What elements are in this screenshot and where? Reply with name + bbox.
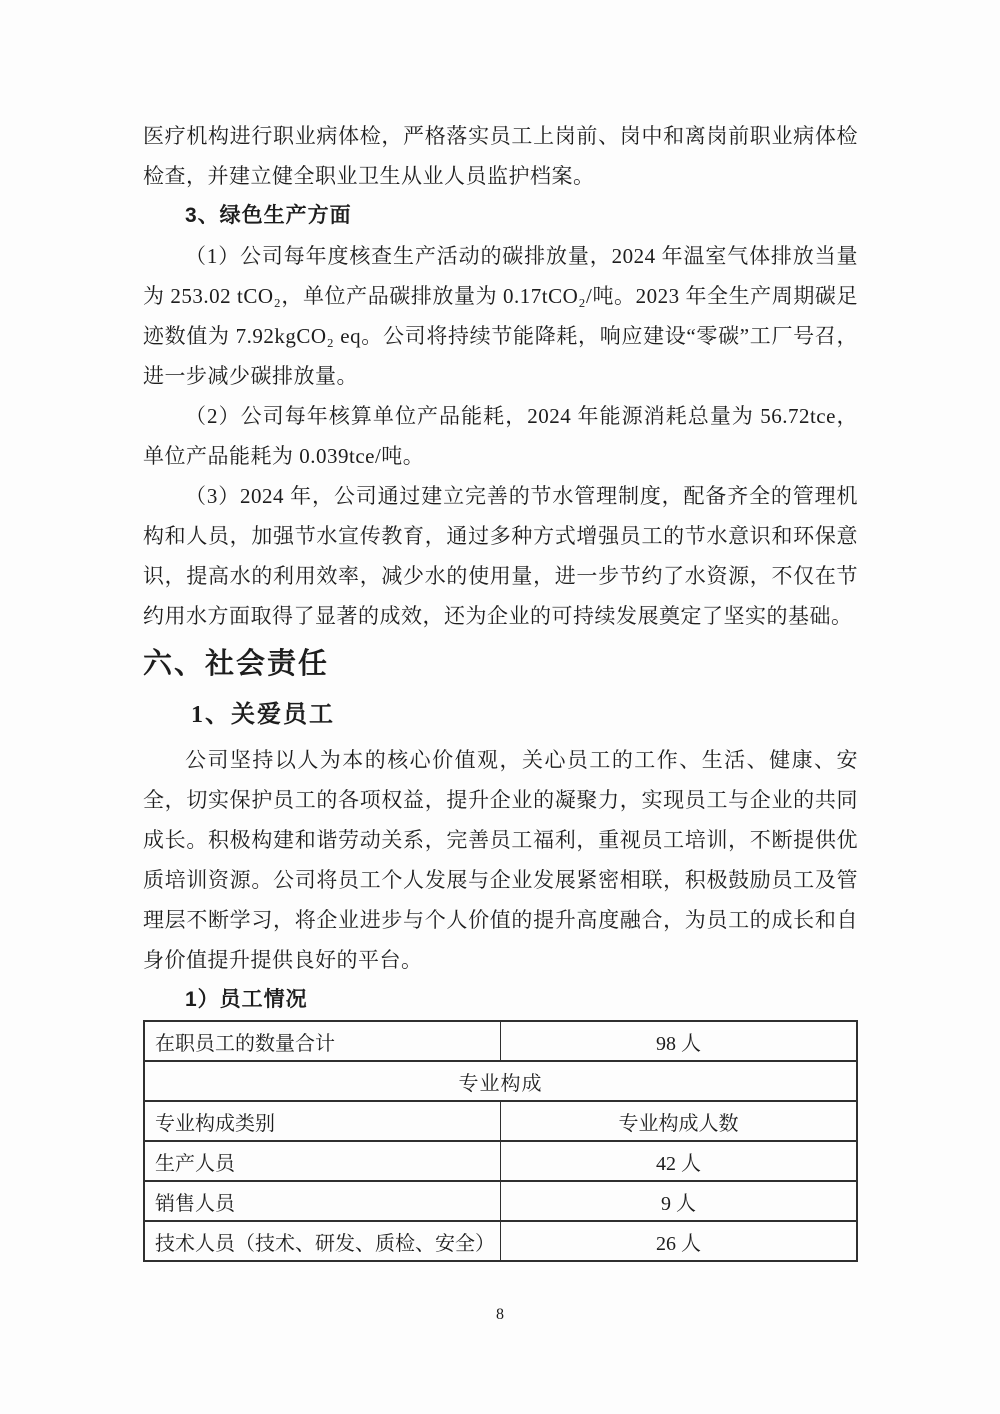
- subsection-heading-care-employees: 1、关爱员工: [191, 702, 335, 728]
- page-number: 8: [496, 1306, 504, 1323]
- body-paragraph-continuation: 医疗机构进行职业病体检，严格落实员工上岗前、岗中和离岗前职业病体检检查，并建立健全职业卫生从业人员监护档案。: [143, 124, 858, 188]
- table-section-header: 专业构成: [144, 1061, 857, 1101]
- table-row: [144, 1141, 857, 1181]
- table-cell-label: 专业构成类别: [144, 1101, 501, 1141]
- table-cell-label: 生产人员: [144, 1141, 501, 1181]
- table-cell-label: 销售人员: [144, 1181, 501, 1221]
- section-heading-green-production: 3、绿色生产方面: [185, 204, 352, 227]
- page-content: [143, 116, 858, 1262]
- employee-table: [143, 1020, 858, 1262]
- body-paragraph-energy: （2）公司每年核算单位产品能耗，2024 年能源消耗总量为 56.72tce，单位产品能耗为 0.039tce/吨。: [143, 404, 858, 468]
- table-cell-value: 9 人: [501, 1181, 858, 1221]
- table-row: [144, 1221, 857, 1261]
- table-cell-label: 技术人员（技术、研发、质检、安全）: [144, 1221, 501, 1261]
- table-row-section-header: [144, 1061, 857, 1101]
- table-cell-label: 在职员工的数量合计: [144, 1021, 501, 1061]
- table-cell-value: 26 人: [501, 1221, 858, 1261]
- table-row: [144, 1181, 857, 1221]
- body-paragraph-water: （3）2024 年，公司通过建立完善的节水管理制度，配备齐全的管理机构和人员，加强节水宣传教育，通过多种方式增强员工的节水意识和环保意识，提高水的利用效率，减少水的使用量，进一步节约了水资源，不仅在节约用水方面取得了显著的成效，还为企业的可持续发展奠定了坚实的基础。: [143, 484, 858, 628]
- body-paragraph-carbon: （1）公司每年度核查生产活动的碳排放量，2024 年温室气体排放当量为 253.02 tCO₂，单位产品碳排放量为 0.17tCO₂/吨。2023 年全生产周期碳足迹数值为 7.92kgCO₂ eq。公司将持续节能降耗，响应建设“零碳”工厂号召，进一步减少碳排放量。: [143, 244, 858, 388]
- table-row-columns: [144, 1101, 857, 1141]
- subsection-heading-employee-status: 1）员工情况: [185, 988, 308, 1011]
- table-cell-value: 42 人: [501, 1141, 858, 1181]
- chapter-heading-social-responsibility: 六、社会责任: [143, 648, 330, 680]
- table-cell-value: 98 人: [501, 1021, 858, 1061]
- body-paragraph-employee-care: 公司坚持以人为本的核心价值观，关心员工的工作、生活、健康、安全，切实保护员工的各项权益，提升企业的凝聚力，实现员工与企业的共同成长。积极构建和谐劳动关系，完善员工福利，重视员工培训，不断提供优质培训资源。公司将员工个人发展与企业发展紧密相联，积极鼓励员工及管理层不断学习，将企业进步与个人价值的提升高度融合，为员工的成长和自身价值提升提供良好的平台。: [143, 748, 858, 972]
- table-cell-value: 专业构成人数: [501, 1101, 858, 1141]
- table-row-total: [144, 1021, 857, 1061]
